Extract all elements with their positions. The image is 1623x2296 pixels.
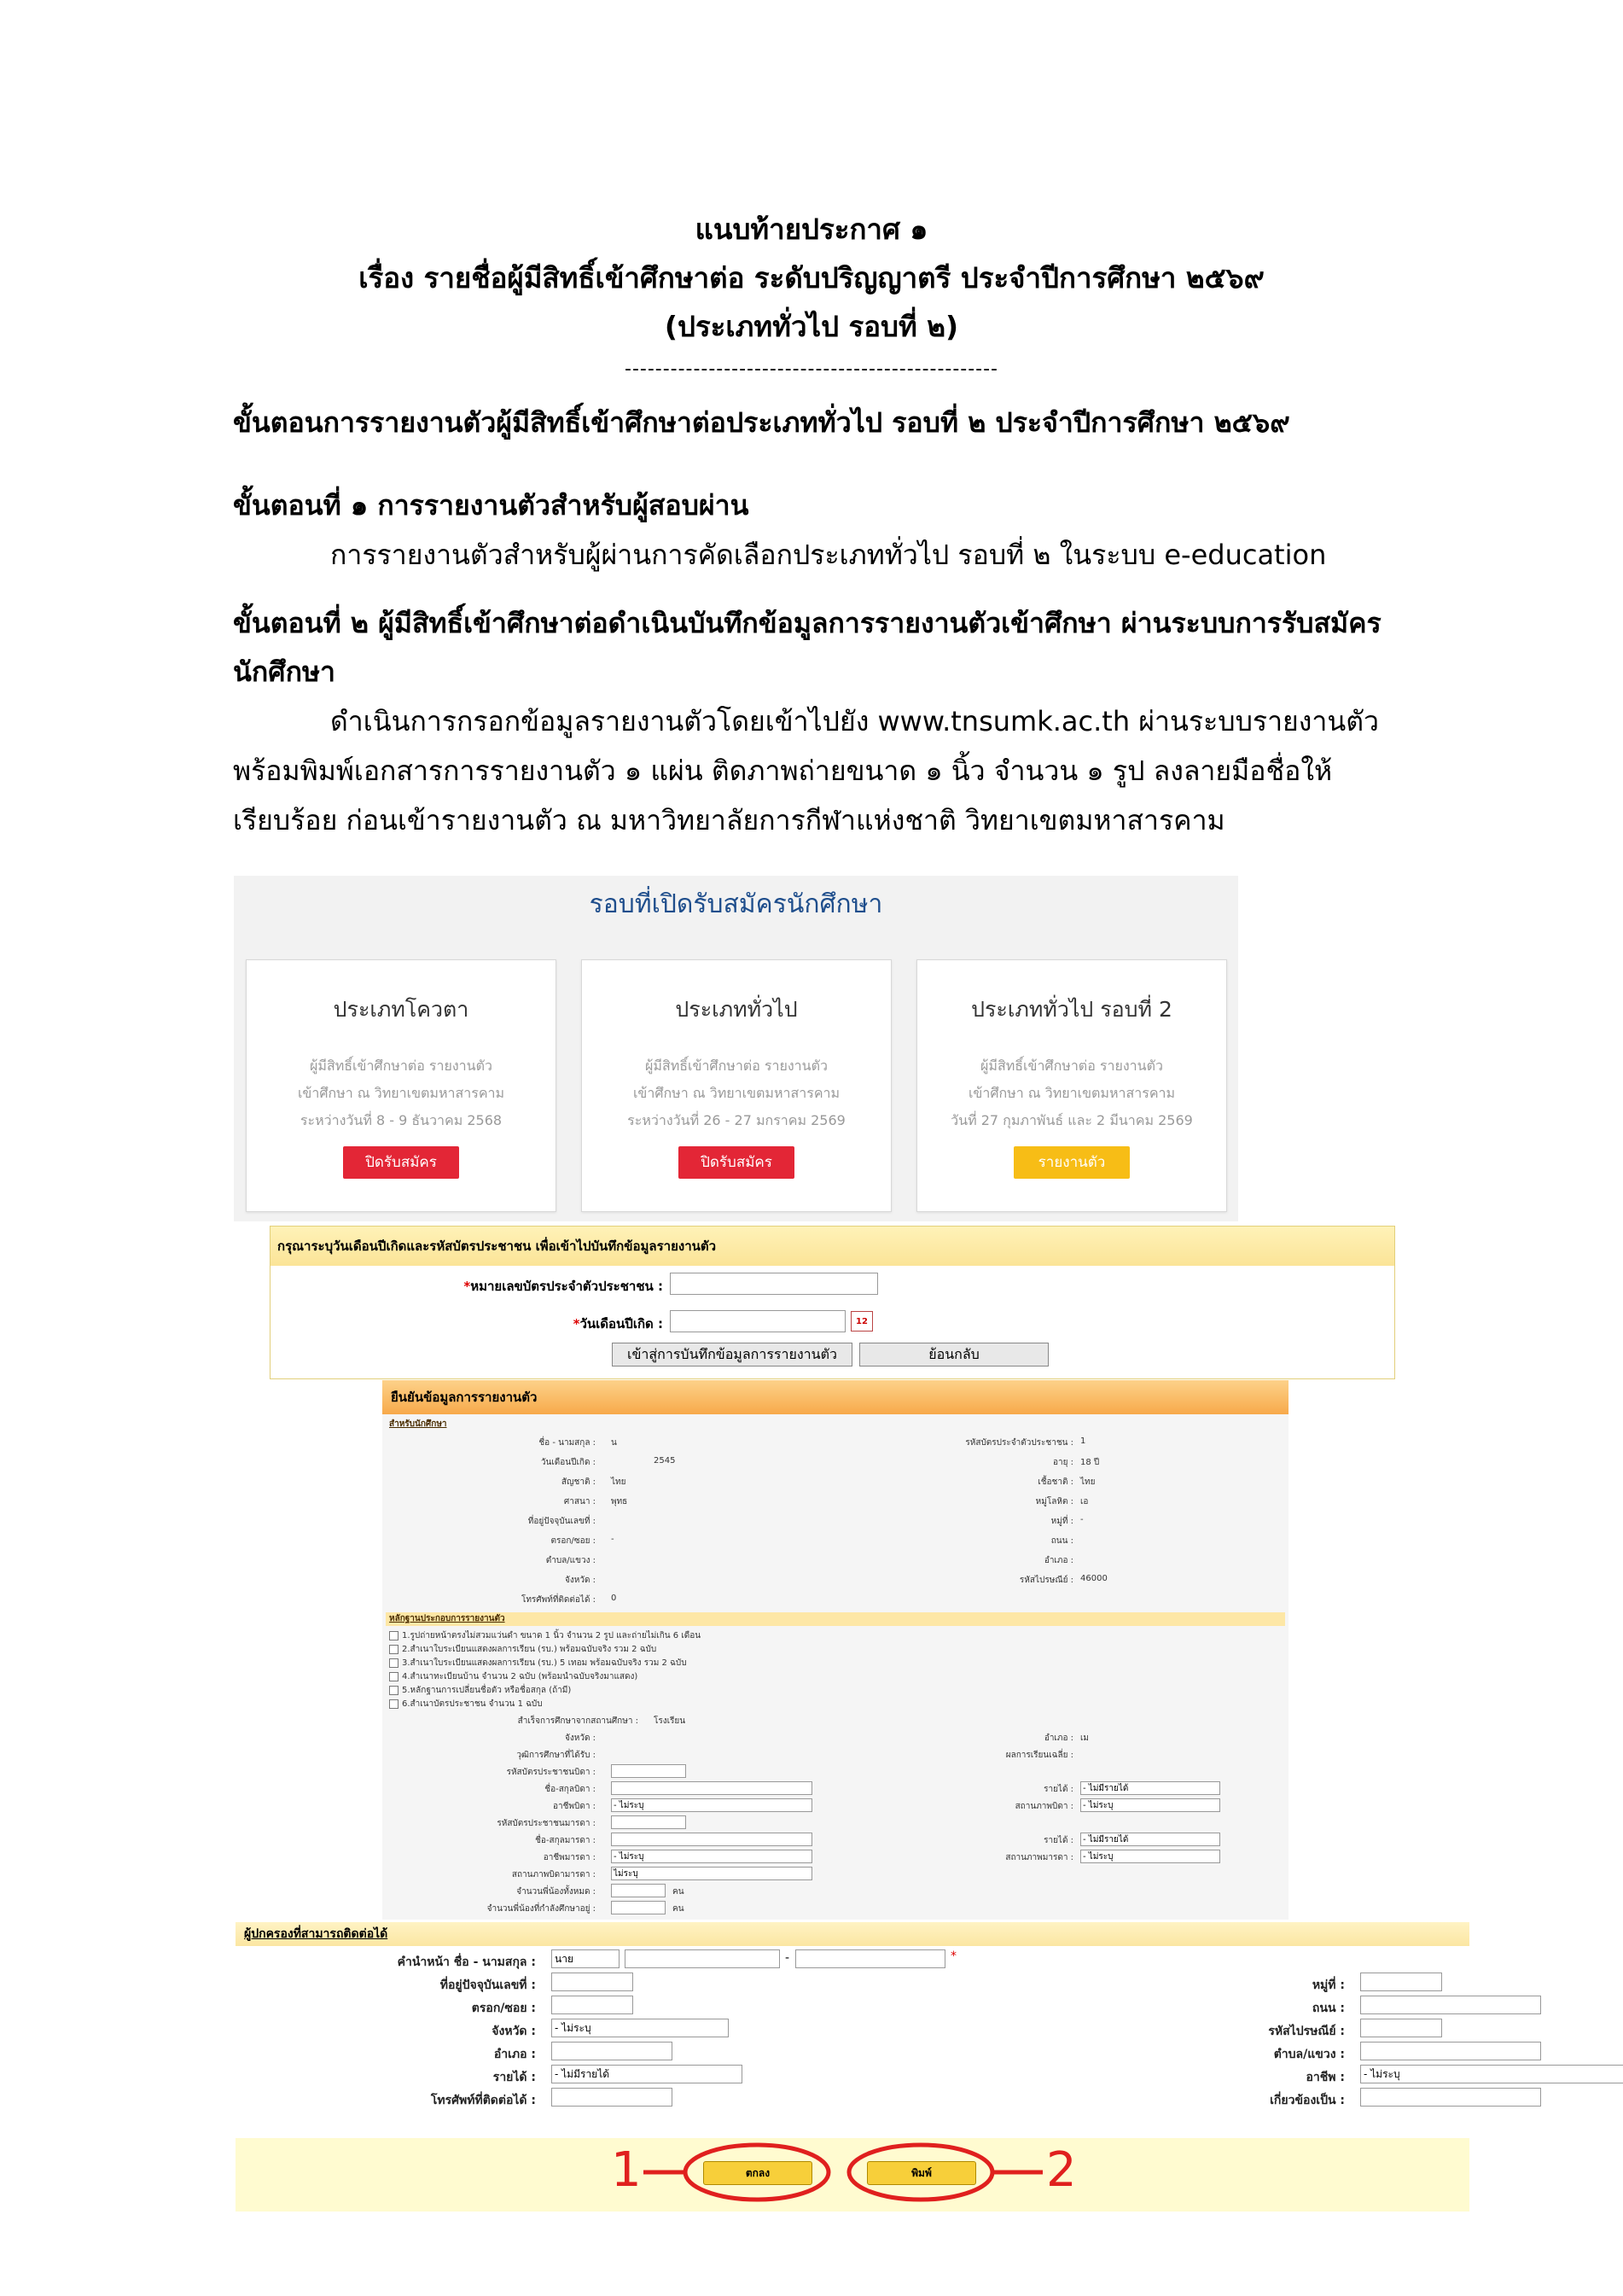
career-select[interactable]: - ไม่ระบุ	[1360, 2065, 1623, 2083]
mother-id-input[interactable]	[611, 1815, 686, 1829]
siblings-studying-label: จำนวนพี่น้องที่กำลังศึกษาอยู่ :	[486, 1904, 596, 1914]
step2-title-cont: นักศึกษา	[233, 656, 335, 688]
annotation-number-2: 2	[1046, 2142, 1077, 2198]
mother-name-label: ชื่อ-สกุลมารดา :	[535, 1836, 596, 1845]
mother-career-label: อาชีพมารดา :	[543, 1853, 596, 1862]
procedure-title: ขั้นตอนการรายงานตัวผู้มีสิทธิ์เข้าศึกษาต่อประเภททั่วไป รอบที่ ๒ ประจำปีการศึกษา ๒๕๖๙	[233, 406, 1290, 439]
required-mark: *	[573, 1316, 580, 1332]
dash: -	[785, 1951, 790, 1965]
dob-input[interactable]	[670, 1310, 846, 1332]
postcode-label: รหัสไปรษณีย์ :	[1268, 2025, 1345, 2038]
siblings-input[interactable]	[611, 1884, 666, 1897]
tambon-label: ตำบล/แขวง :	[1273, 2048, 1345, 2061]
card-general	[581, 959, 892, 1212]
field-value: 2545	[654, 1456, 676, 1466]
field-label: ตรอก/ซอย :	[550, 1536, 596, 1546]
father-status-select[interactable]: - ไม่ระบุ	[1080, 1798, 1220, 1812]
field-label: รหัสไปรษณีย์ :	[1019, 1576, 1073, 1585]
required-mark: *	[951, 1949, 957, 1963]
print-highlight-circle	[849, 2145, 992, 2200]
login-form	[270, 1226, 1395, 1379]
title-select[interactable]: นาย	[551, 1949, 620, 1968]
field-value: 1	[1080, 1436, 1086, 1446]
relation-input[interactable]	[1360, 2088, 1541, 2107]
road-label: ถนน :	[1312, 2002, 1345, 2015]
amphoe-label: อำเภอ :	[1044, 1734, 1073, 1743]
evidence-checkbox[interactable]	[389, 1629, 701, 1642]
gpa-label: ผลการเรียนเฉลี่ย :	[1005, 1751, 1073, 1760]
field-label: จังหวัด :	[565, 1576, 596, 1585]
mother-id-label: รหัสบัตรประชาชนมารดา :	[497, 1819, 596, 1828]
address-input[interactable]	[551, 1973, 633, 1991]
field-value: 0	[611, 1594, 617, 1603]
career-label: อาชีพ :	[1306, 2071, 1345, 2084]
parent-status-label: สถานภาพบิดามารดา :	[511, 1870, 596, 1879]
school-label: สำเร็จการศึกษาจากสถานศึกษา :	[517, 1716, 638, 1726]
father-status-label: สถานภาพบิดา :	[1015, 1802, 1073, 1811]
phone-input[interactable]	[551, 2088, 672, 2107]
income-select[interactable]: - ไม่มีรายได้	[551, 2065, 742, 2083]
field-label: โทรศัพท์ที่ติดต่อได้ :	[521, 1595, 596, 1605]
field-value: ไทย	[1080, 1477, 1096, 1487]
evidence-checkbox[interactable]	[389, 1643, 656, 1656]
closed-button[interactable]: ปิดรับสมัคร	[678, 1146, 794, 1179]
unit-label: คน	[672, 1904, 684, 1914]
step1-title: ขั้นตอนที่ ๑ การรายงานตัวสำหรับผู้สอบผ่าน	[233, 489, 749, 522]
field-value: พุทธ	[611, 1497, 628, 1506]
father-income-label: รายได้ :	[1044, 1785, 1073, 1794]
field-value: 46000	[1080, 1574, 1108, 1583]
soi-label: ตรอก/ซอย :	[471, 2002, 536, 2015]
evidence-text: 4.สำเนาทะเบียนบ้าน จำนวน 2 ฉบับ (พร้อมนำฉบับจริงมาแสดง)	[402, 1672, 638, 1681]
moo-input[interactable]	[1360, 1973, 1442, 1991]
guardian-form-header: ผู้ปกครองที่สามารถติดต่อได้	[236, 1922, 1469, 1946]
field-label: ถนน :	[1050, 1536, 1073, 1546]
report-button[interactable]: รายงานตัว	[1014, 1146, 1130, 1179]
siblings-studying-input[interactable]	[611, 1901, 666, 1914]
ok-highlight-circle	[685, 2145, 829, 2200]
field-label: หมู่ที่ :	[1050, 1517, 1073, 1526]
card-title: ประเภทโควตา	[333, 997, 469, 1022]
postcode-input[interactable]	[1360, 2019, 1442, 2037]
field-label: อำเภอ :	[1044, 1556, 1073, 1565]
moo-label: หมู่ที่ :	[1312, 1978, 1345, 1992]
card-title: ประเภททั่วไป รอบที่ 2	[971, 997, 1172, 1022]
evidence-text: 2.สำเนาใบระเบียนแสดงผลการเรียน (รบ.) พร้อมฉบับจริง รวม 2 ฉบับ	[402, 1645, 657, 1654]
mother-career-select[interactable]: - ไม่ระบุ	[611, 1850, 812, 1863]
field-label: สัญชาติ :	[561, 1477, 596, 1487]
guardian-lastname-input[interactable]	[795, 1949, 945, 1968]
province-label: จังหวัด :	[492, 2025, 536, 2038]
field-label: ชื่อ - นามสกุล :	[538, 1438, 596, 1448]
step2-para-line2: พร้อมพิมพ์เอกสารการรายงานตัว ๑ แผ่น ติดภาพถ่ายขนาด ๑ นิ้ว จำนวน ๑ รูป ลงลายมือชื่อให้	[233, 755, 1333, 787]
card-date: วันที่ 27 กุมภาพันธ์ และ 2 มีนาคม 2569	[951, 1112, 1193, 1128]
unit-label: คน	[672, 1887, 684, 1897]
father-name-label: ชื่อ-สกุลบิดา :	[544, 1785, 596, 1794]
parent-status-select[interactable]: ไม่ระบุ	[611, 1867, 812, 1880]
address-label: ที่อยู่ปัจจุบันเลขที่ :	[439, 1978, 536, 1992]
school-value: โรงเรียน	[654, 1716, 686, 1726]
evidence-text: 1.รูปถ่ายหน้าตรงไม่สวมแว่นดำ ขนาด 1 นิ้ว จำนวน 2 รูป และถ่ายไม่เกิน 6 เดือน	[402, 1631, 701, 1640]
degree-label: วุฒิการศึกษาที่ได้รับ :	[516, 1751, 596, 1760]
student-section-header: สำหรับนักศึกษา	[389, 1419, 447, 1429]
step2-para-line3: เรียบร้อย ก่อนเข้ารายงานตัว ณ มหาวิทยาลัยการกีฬาแห่งชาติ วิทยาเขตมหาสารคาม	[233, 804, 1225, 836]
field-label: ที่อยู่ปัจจุบันเลขที่ :	[527, 1517, 596, 1526]
field-label: หมู่โลหิต :	[1035, 1497, 1073, 1506]
evidence-checkbox[interactable]	[389, 1670, 637, 1683]
field-label: อายุ :	[1052, 1458, 1073, 1467]
ok-button[interactable]: ตกลง	[703, 2161, 812, 2185]
field-value: น	[611, 1438, 617, 1448]
mother-status-label: สถานภาพมารดา :	[1005, 1853, 1073, 1862]
mother-name-input[interactable]	[611, 1833, 812, 1846]
login-form-header: กรุณาระบุวันเดือนปีเกิดและรหัสบัตรประชาชน เพื่อเข้าไปบันทึกข้อมูลรายงานตัว	[270, 1227, 1394, 1266]
siblings-label: จำนวนพี่น้องทั้งหมด :	[516, 1887, 596, 1897]
evidence-checkbox[interactable]	[389, 1684, 571, 1697]
amphoe-label: อำเภอ :	[493, 2048, 536, 2061]
annex-title: แนบท้ายประกาศ ๑	[695, 213, 928, 246]
amphoe-input[interactable]	[551, 2042, 672, 2060]
rounds-title: รอบที่เปิดรับสมัครนักศึกษา	[589, 889, 883, 919]
province-label: จังหวัด :	[565, 1734, 596, 1743]
soi-input[interactable]	[551, 1996, 633, 2014]
back-button[interactable]: ย้อนกลับ	[859, 1343, 1049, 1367]
mother-status-select[interactable]: - ไม่ระบุ	[1080, 1850, 1220, 1863]
mother-income-label: รายได้ :	[1044, 1836, 1073, 1845]
field-value: -	[1080, 1515, 1084, 1524]
evidence-checkbox[interactable]	[389, 1657, 687, 1670]
father-id-input[interactable]	[611, 1764, 686, 1778]
calendar-icon[interactable]: 12	[851, 1311, 873, 1332]
id-label	[398, 1276, 663, 1297]
amphoe-value: เม	[1080, 1734, 1090, 1743]
card-title: ประเภททั่วไป	[675, 997, 798, 1022]
card-quota	[246, 959, 556, 1212]
field-label: วันเดือนปีเกิด :	[540, 1458, 596, 1467]
closed-button[interactable]: ปิดรับสมัคร	[343, 1146, 459, 1179]
confirm-form-header: ยืนยันข้อมูลการรายงานตัว	[382, 1380, 1289, 1414]
evidence-text: 3.สำเนาใบระเบียนแสดงผลการเรียน (รบ.) 5 เทอม พร้อมฉบับจริง รวม 2 ฉบับ	[402, 1658, 687, 1668]
father-name-input[interactable]	[611, 1781, 812, 1795]
father-income-select[interactable]: - ไม่มีรายได้	[1080, 1781, 1220, 1795]
announcement-subject: เรื่อง รายชื่อผู้มีสิทธิ์เข้าศึกษาต่อ ระดับปริญญาตรี ประจำปีการศึกษา ๒๕๖๙	[358, 261, 1265, 294]
field-value: เอ	[1080, 1497, 1089, 1506]
field-label: เชื้อชาติ :	[1038, 1477, 1073, 1487]
evidence-section-header: หลักฐานประกอบการรายงานตัว	[386, 1612, 1285, 1626]
announcement-type: (ประเภททั่วไป รอบที่ ๒)	[664, 310, 959, 343]
step2-title: ขั้นตอนที่ ๒ ผู้มีสิทธิ์เข้าศึกษาต่อดำเนินบันทึกข้อมูลการรายงานตัวเข้าศึกษา ผ่านระบบการรับสมัคร	[233, 607, 1382, 639]
evidence-text: 6.สำเนาบัตรประชาชน จำนวน 1 ฉบับ	[402, 1699, 543, 1709]
father-career-label: อาชีพบิดา :	[552, 1802, 596, 1811]
field-label: ตำบล/แขวง :	[545, 1556, 596, 1565]
guardian-name-label: คำนำหน้า ชื่อ - นามสกุล :	[397, 1955, 536, 1969]
field-label: ศาสนา :	[563, 1497, 596, 1506]
id-label-text: หมายเลขบัตรประจำตัวประชาชน :	[470, 1279, 663, 1294]
card-general-round2	[916, 959, 1227, 1212]
citizen-id-input[interactable]	[670, 1273, 878, 1295]
father-career-select[interactable]: - ไม่ระบุ	[611, 1798, 812, 1812]
dob-label-text: วันเดือนปีเกิด :	[579, 1316, 663, 1332]
annotation-overlay	[236, 2138, 1469, 2212]
road-input[interactable]	[1360, 1996, 1541, 2014]
field-value: -	[611, 1535, 614, 1544]
card-line: เข้าศึกษา ณ วิทยาเขตมหาสารคาม	[632, 1085, 841, 1101]
phone-label: โทรศัพท์ที่ติดต่อได้ :	[430, 2094, 536, 2107]
enter-report-button[interactable]: เข้าสู่การบันทึกข้อมูลการรายงานตัว	[612, 1343, 852, 1367]
step2-para-line1: ดำเนินการกรอกข้อมูลรายงานตัวโดยเข้าไปยัง www.tnsumk.ac.th ผ่านระบบรายงานตัว	[330, 705, 1379, 737]
card-line: ผู้มีสิทธิ์เข้าศึกษาต่อ รายงานตัว	[310, 1058, 492, 1074]
card-date: ระหว่างวันที่ 8 - 9 ธันวาคม 2568	[300, 1112, 503, 1128]
evidence-checkbox[interactable]	[389, 1698, 543, 1710]
card-line: ผู้มีสิทธิ์เข้าศึกษาต่อ รายงานตัว	[980, 1058, 1163, 1074]
income-label: รายได้ :	[492, 2071, 536, 2084]
province-select[interactable]: - ไม่ระบุ	[551, 2019, 729, 2037]
confirm-form	[382, 1380, 1289, 1920]
required-mark: *	[463, 1279, 471, 1294]
step1-text: การรายงานตัวสำหรับผู้ผ่านการคัดเลือกประเภททั่วไป รอบที่ ๒ ในระบบ e-education	[330, 539, 1327, 571]
father-id-label: รหัสบัตรประชาชนบิดา :	[506, 1768, 596, 1777]
rounds-panel	[234, 876, 1238, 1221]
card-line: ผู้มีสิทธิ์เข้าศึกษาต่อ รายงานตัว	[645, 1058, 828, 1074]
field-value: 18 ปี	[1080, 1458, 1100, 1467]
evidence-text: 5.หลักฐานการเปลี่ยนชื่อตัว หรือชื่อสกุล (ถ้ามี)	[402, 1686, 572, 1695]
dob-label	[398, 1314, 663, 1334]
field-label: รหัสบัตรประจำตัวประชาชน :	[965, 1438, 1073, 1448]
annotation-number-1: 1	[611, 2142, 642, 2198]
guardian-firstname-input[interactable]	[625, 1949, 780, 1968]
card-date: ระหว่างวันที่ 26 - 27 มกราคม 2569	[627, 1112, 846, 1128]
card-line: เข้าศึกษา ณ วิทยาเขตมหาสารคาม	[297, 1085, 505, 1101]
tambon-input[interactable]	[1360, 2042, 1541, 2060]
mother-income-select[interactable]: - ไม่มีรายได้	[1080, 1833, 1220, 1846]
relation-label: เกี่ยวข้องเป็น :	[1270, 2094, 1345, 2107]
card-line: เข้าศึกษา ณ วิทยาเขตมหาสารคาม	[968, 1085, 1176, 1101]
field-value: ไทย	[611, 1477, 626, 1487]
print-button[interactable]: พิมพ์	[867, 2161, 976, 2185]
divider: -------------------------------------------------	[625, 358, 998, 380]
